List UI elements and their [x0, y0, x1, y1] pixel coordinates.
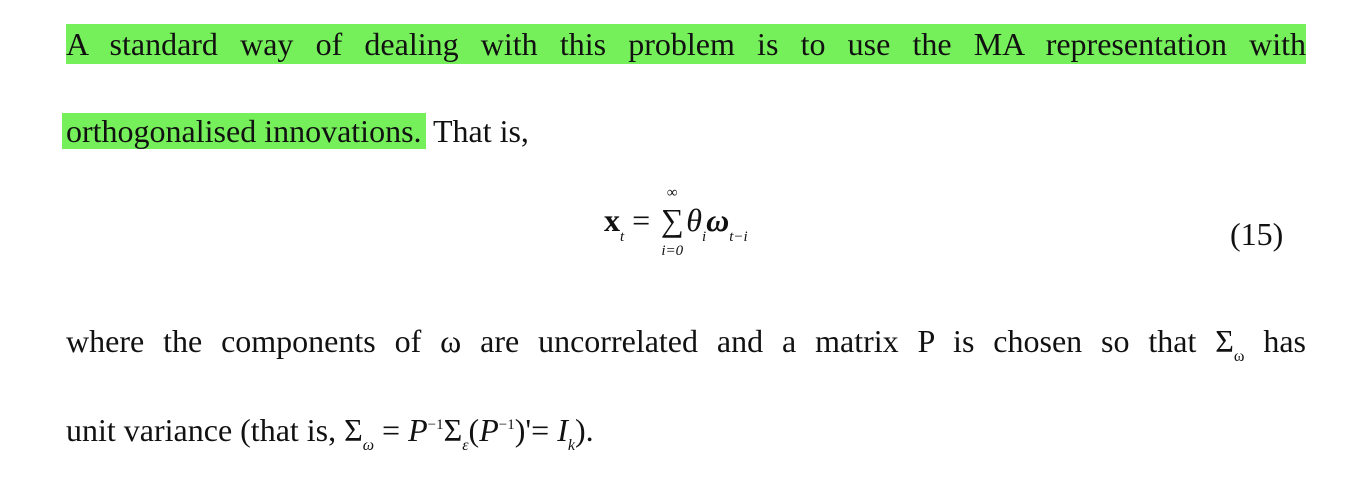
formula-p: P — [408, 412, 428, 448]
paragraph-text: where the components of — [66, 323, 441, 359]
summation-lower-limit: i=0 — [661, 243, 684, 259]
paragraph-text: unit variance (that is, — [66, 412, 345, 448]
equation-omega-subscript: t−i — [729, 229, 748, 245]
equation-lhs-subscript: t — [620, 229, 625, 245]
equation-omega: ω — [706, 202, 730, 238]
paragraph-line-4 — [66, 410, 594, 457]
formula-tail: ). — [574, 412, 594, 448]
equation-lhs: x — [604, 202, 620, 238]
formula-p-inverse: P — [479, 412, 499, 448]
inline-formula — [344, 412, 594, 454]
formula-sigma-epsilon-subscript: ε — [462, 437, 469, 454]
formula-p-superscript: −1 — [427, 417, 444, 433]
formula-sigma-omega: Σ — [344, 412, 363, 448]
paragraph-text: are uncorrelated and a matrix P is chosen so that — [461, 323, 1216, 359]
omega-symbol: ω — [440, 323, 462, 359]
summation-symbol: ∑ — [660, 202, 684, 238]
formula-p-inverse-superscript: −1 — [498, 417, 515, 433]
formula-sigma-omega-subscript: ω — [362, 437, 375, 454]
formula-open-paren: ( — [468, 412, 480, 448]
equation-theta-subscript: i — [701, 229, 707, 245]
paragraph-line-3 — [66, 321, 1306, 368]
formula-equals: = — [374, 412, 409, 448]
paragraph-line-1 — [66, 24, 1306, 64]
formula-identity-subscript: k — [567, 437, 575, 454]
highlighted-text-line-2: orthogonalised innovations. — [62, 113, 426, 149]
paragraph-line-2 — [66, 111, 529, 151]
equation-number: (15) — [1230, 216, 1284, 252]
equation-theta: θ — [686, 202, 702, 238]
paragraph-text: has — [1244, 323, 1307, 359]
highlighted-text-line-1: A standard way of dealing with this problem is to use the MA representation with — [66, 26, 1306, 62]
equation-equals: = — [624, 202, 659, 238]
formula-sigma-epsilon: Σ — [443, 412, 463, 448]
formula-identity: I — [557, 412, 568, 448]
sigma-subscript: ω — [1233, 348, 1245, 365]
formula-close-prime: )'= — [514, 412, 558, 448]
summation — [658, 185, 686, 259]
sigma-symbol: Σ — [1215, 323, 1234, 359]
display-equation — [604, 185, 748, 259]
summation-upper-limit: ∞ — [666, 185, 678, 201]
paragraph-text: That is, — [425, 113, 529, 149]
